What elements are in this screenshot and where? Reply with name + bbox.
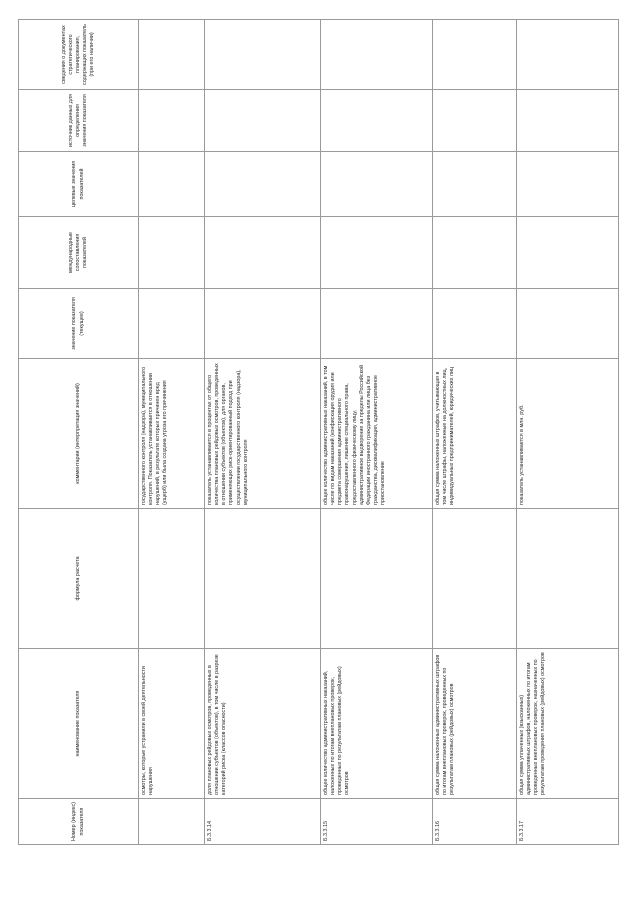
row-formula: [433, 509, 517, 649]
table-row: [139, 20, 205, 845]
header-comment: комментарии (интерпретация значений): [19, 359, 139, 509]
row-international: [517, 217, 619, 289]
row-data-source: [517, 90, 619, 152]
row-formula: [205, 509, 321, 649]
row-strategic-docs: [433, 20, 517, 90]
header-current-value: значение показателя (текущее): [19, 289, 139, 359]
row-target-values: [139, 152, 205, 217]
row-current-value: [139, 289, 205, 359]
row-current-value: [517, 289, 619, 359]
row-current-value: [321, 289, 433, 359]
row-formula: [517, 509, 619, 649]
header-target-values: целевые значения показателей: [19, 152, 139, 217]
row-strategic-docs: [139, 20, 205, 90]
row-index: [139, 799, 205, 845]
row-comment: общее количество административных наказаний, в том числе по видам наказаний (конфискация орудия или предмета совершения административного правонарушения, лишение специального права, предоставленного физическому лицу, административное выдворение за пределы Российской Федерации иностранного гражданина или лица без гражданства, дисквалификация, административное приостановление: [321, 359, 433, 509]
header-name: наименование показателя: [19, 649, 139, 799]
row-name: общая сумма наложенных административных штрафов по итогам внеплановых проверок, проведенных по результатам плановых (рейдовых) осмотров: [433, 649, 517, 799]
table-header-row: [19, 20, 139, 845]
row-name: доля плановых рейдовых осмотров, проведенных в отношении субъектов (объектов), в том числе в разрезе категорий риска (классов опасности): [205, 649, 321, 799]
table-row: [321, 20, 433, 845]
row-international: [433, 217, 517, 289]
row-comment: государственного контроля (надзора), муниципального контроля. Показатель устанавливается в отношении нарушений, в результате которых причинен вред (ущерб) или была создана угроза его причинения: [139, 359, 205, 509]
row-name: общая сумма уплаченных (взысканных) административных штрафов, наложенных по итогам проведенных внеплановых проверок, назначенных по результатам проведения плановых (рейдовых) осмотров: [517, 649, 619, 799]
row-strategic-docs: [321, 20, 433, 90]
row-data-source: [205, 90, 321, 152]
table-row: [517, 20, 619, 845]
header-formula: формула расчета: [19, 509, 139, 649]
row-target-values: [321, 152, 433, 217]
row-data-source: [321, 90, 433, 152]
row-current-value: [205, 289, 321, 359]
table-row: [205, 20, 321, 845]
row-index: Б.3.3.14: [205, 799, 321, 845]
header-strategic-docs: сведения о документах стратегического планирования, содержащих показатель (при его наличии): [19, 20, 139, 90]
header-index: Номер (индекс) показателя: [19, 799, 139, 845]
row-international: [205, 217, 321, 289]
row-name: осмотры, которые устранили в своей деятельности нарушения: [139, 649, 205, 799]
row-data-source: [139, 90, 205, 152]
row-comment: общая сумма наложенных штрафов, учитывающая в том числе штрафы, наложенные на должностных лиц, индивидуальных предпринимателей, юридических лиц: [433, 359, 517, 509]
row-strategic-docs: [205, 20, 321, 90]
row-index: Б.3.3.16: [433, 799, 517, 845]
row-target-values: [433, 152, 517, 217]
row-index: Б.3.3.15: [321, 799, 433, 845]
row-international: [321, 217, 433, 289]
table-row: [433, 20, 517, 845]
row-target-values: [205, 152, 321, 217]
row-data-source: [433, 90, 517, 152]
row-comment: показатель устанавливается в процентах от общего количества плановых рейдовых осмотров, проведенных в отношении субъектов (объектов), для органов, применяющих риск-ориентированный подход при осуществлении государственного контроля (надзора), муниципального контроля: [205, 359, 321, 509]
row-current-value: [433, 289, 517, 359]
row-index: Б.3.3.17: [517, 799, 619, 845]
header-data-source: источник данных для определения значения показателя: [19, 90, 139, 152]
row-strategic-docs: [517, 20, 619, 90]
row-comment: показатель устанавливается в млн. руб.: [517, 359, 619, 509]
row-target-values: [517, 152, 619, 217]
indicators-table: [18, 19, 619, 845]
header-international: международные сопоставления показателей: [19, 217, 139, 289]
row-formula: [139, 509, 205, 649]
row-international: [139, 217, 205, 289]
row-formula: [321, 509, 433, 649]
row-name: общее количество административных наказаний, наложенных по итогам внеплановых проверок, проведенных по результатам плановых (рейдовых) осмотров: [321, 649, 433, 799]
